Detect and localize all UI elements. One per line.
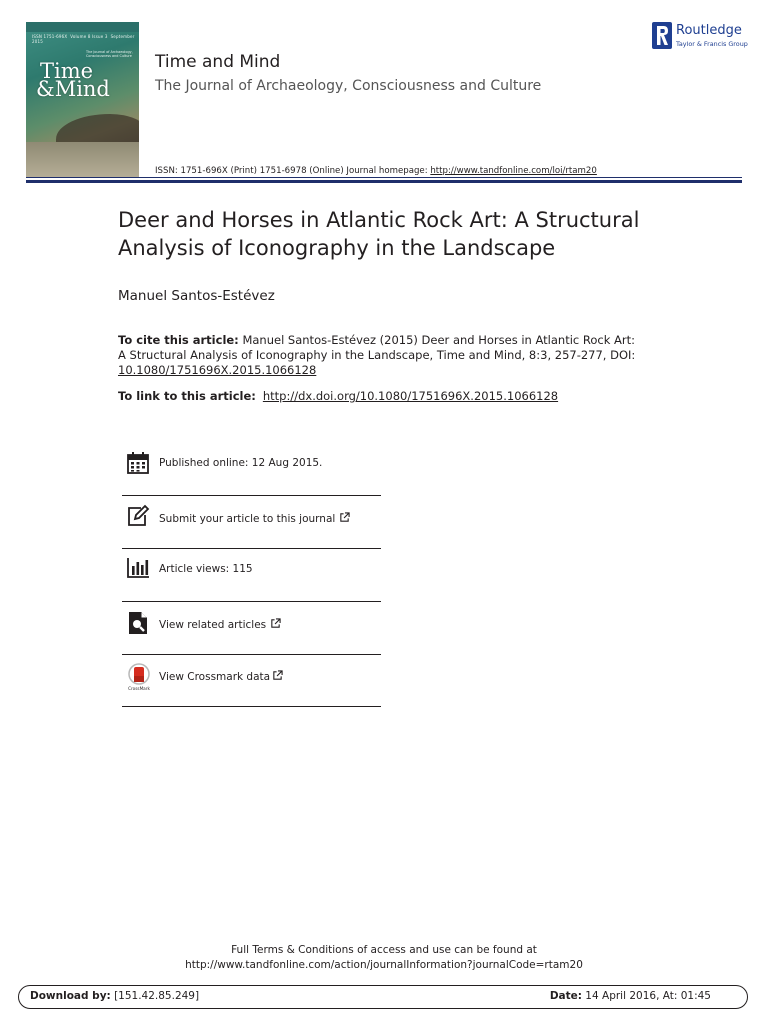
article-title: Deer and Horses in Atlantic Rock Art: A Structural Analysis of Iconography in the Landscape [118, 208, 640, 260]
published-online-text: Published online: 12 Aug 2015. [159, 457, 323, 469]
issn-text: ISSN: 1751-696X (Print) 1751-6978 (Online) Journal homepage: [155, 166, 431, 176]
cover-top-band [26, 22, 139, 32]
citation-text: Manuel Santos-Estévez (2015) Deer and Horses in Atlantic Rock Art: A Structural Analysis of Iconography in the Landscape, Time and Mind, 8:3, 257-277, DOI: [118, 333, 636, 362]
download-date-value: 14 April 2016, At: 01:45 [581, 990, 711, 1002]
download-info-bar [18, 985, 748, 1009]
article-views-row [122, 556, 380, 586]
cover-title-time: Time [40, 59, 94, 83]
citation-block [118, 333, 638, 378]
article-doi-url-link[interactable]: http://dx.doi.org/10.1080/1751696X.2015.1066128 [262, 389, 559, 403]
routledge-name: Routledge [676, 23, 742, 38]
external-link-icon [270, 618, 281, 629]
crossmark-row[interactable] [122, 663, 380, 693]
article-link-label: To link to this article: [118, 389, 260, 403]
crossmark-icon [126, 663, 152, 691]
info-divider [122, 654, 381, 655]
journal-cover-image [26, 22, 139, 177]
terms-and-conditions [0, 943, 768, 973]
crossmark-text[interactable]: View Crossmark data [159, 670, 283, 683]
download-ip: [151.42.85.249] [110, 990, 200, 1002]
issn-line [155, 166, 597, 176]
journal-subtitle: The Journal of Archaeology, Consciousness and Culture [155, 78, 542, 94]
external-link-icon [339, 512, 350, 523]
info-divider [122, 601, 381, 602]
submit-article-text[interactable]: Submit your article to this journal [159, 512, 350, 525]
info-divider [122, 548, 381, 549]
edit-icon [126, 504, 150, 528]
header-divider [26, 180, 742, 183]
article-views-text: Article views: 115 [159, 563, 253, 575]
terms-line: Full Terms & Conditions of access and use can be found at [231, 944, 537, 956]
article-link-block [118, 389, 678, 403]
related-articles-row[interactable] [122, 611, 380, 641]
related-articles-text[interactable]: View related articles [159, 618, 281, 631]
download-by: Download by: [151.42.85.249] [30, 990, 200, 1002]
header-divider-thin [26, 177, 742, 178]
article-author: Manuel Santos-Estévez [118, 288, 275, 304]
info-divider [122, 706, 381, 707]
citation-label: To cite this article: [118, 333, 239, 347]
citation-doi-link[interactable]: 10.1080/1751696X.2015.1066128 [118, 363, 317, 377]
journal-title: Time and Mind [155, 52, 281, 72]
crossmark-badge-text: CrossMark [128, 686, 150, 691]
cover-issue-strip: ISSN 1751-696X Volume 8 Issue 3 September 2015 [32, 34, 135, 44]
journal-homepage-link[interactable]: http://www.tandfonline.com/loi/rtam20 [430, 166, 597, 176]
download-date: Date: 14 April 2016, At: 01:45 [549, 990, 711, 1002]
bar-chart-icon [126, 556, 150, 580]
cover-title-mind: &Mind [36, 77, 110, 101]
routledge-group: Taylor & Francis Group [676, 40, 748, 48]
external-link-icon [272, 670, 283, 681]
submit-article-row[interactable] [122, 504, 380, 534]
cover-ground [26, 142, 139, 177]
cover-blurb: The Journal of Archaeology, Consciousness and Culture [86, 50, 133, 59]
info-divider [122, 495, 381, 496]
terms-url-link[interactable]: http://www.tandfonline.com/action/journalInformation?journalCode=rtam20 [185, 959, 583, 971]
published-online-row [122, 451, 380, 481]
calendar-icon [126, 451, 150, 475]
routledge-r-icon [652, 22, 672, 49]
document-search-icon [126, 611, 150, 635]
routledge-logo[interactable] [652, 22, 747, 50]
